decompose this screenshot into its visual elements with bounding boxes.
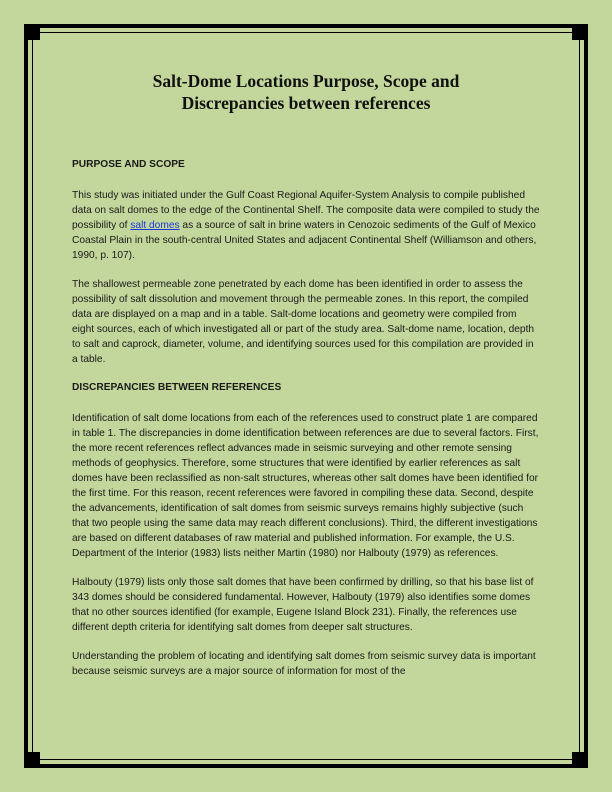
paragraph-purpose-1 bbox=[72, 188, 540, 263]
title-line-2: Discrepancies between references bbox=[181, 93, 431, 113]
salt-domes-link[interactable]: salt domes bbox=[130, 220, 180, 231]
paragraph-text: as a source of salt in brine waters in Cenozoic sediments of the Gulf of Mexico Coastal Plain in the south-central United States and adjacent Continental Shelf (Williamson and others, 1990, p. 107). bbox=[72, 220, 537, 261]
title-line-1: Salt-Dome Locations Purpose, Scope and bbox=[152, 71, 460, 91]
section-heading-discrepancies: DISCREPANCIES BETWEEN REFERENCES bbox=[72, 382, 282, 393]
paragraph-discrepancies-2: Halbouty (1979) lists only those salt domes that have been confirmed by drilling, so that his base list of 343 domes should be considered fundamental. However, Halbouty (1979) also identifies some domes that no other sources identified (for example, Eugene Island Block 231). Finally, the references use different depth criteria for identifying salt domes from deeper salt structures. bbox=[72, 577, 534, 633]
paragraph-discrepancies-1: Identification of salt dome locations from each of the references used to construct plate 1 are compared in table 1. The discrepancies in dome identification between references are due to several factors. First, the more recent references reflect advances made in seismic surveying and other remote sensing methods of geophysics. Therefore, some structures that were identified by earlier references as salt domes have been reclassified as non-salt structures, whereas other salt domes have been identified for the first time. For this reason, recent references were favored in compiling these data. Second, despite the advancements, identification of salt domes from seismic surveys remains highly subjective (such that two people using the same data may reach different conclusions). Third, the different investigations are based on different databases of raw material and published information. For example, the U.S. Department of the Interior (1983) lists neither Martin (1980) nor Halbouty (1979) as references. bbox=[72, 413, 539, 559]
paragraph-discrepancies-3: Understanding the problem of locating and identifying salt domes from seismic survey data is important because seismic surveys are a major source of information for most of the bbox=[72, 651, 536, 677]
paragraph-text: This study was initiated under the Gulf Coast Regional Aquifer-System Analysis to compile published data on salt domes to the edge of the Continental Shelf. The composite data were compiled to study the possibility of bbox=[72, 190, 540, 231]
paragraph-purpose-2: The shallowest permeable zone penetrated by each dome has been identified in order to assess the possibility of salt dissolution and movement through the permeable zones. In this report, the compiled data are displayed on a map and in a table. Salt-dome locations and geometry were compiled from eight sources, each of which investigated all or part of the study area. Salt-dome name, location, depth to salt and caprock, diameter, volume, and identifying sources used for this compilation are provided in a table. bbox=[72, 279, 535, 365]
page-title bbox=[72, 70, 540, 114]
section-heading-purpose: PURPOSE AND SCOPE bbox=[72, 159, 185, 170]
document-body bbox=[72, 70, 540, 693]
